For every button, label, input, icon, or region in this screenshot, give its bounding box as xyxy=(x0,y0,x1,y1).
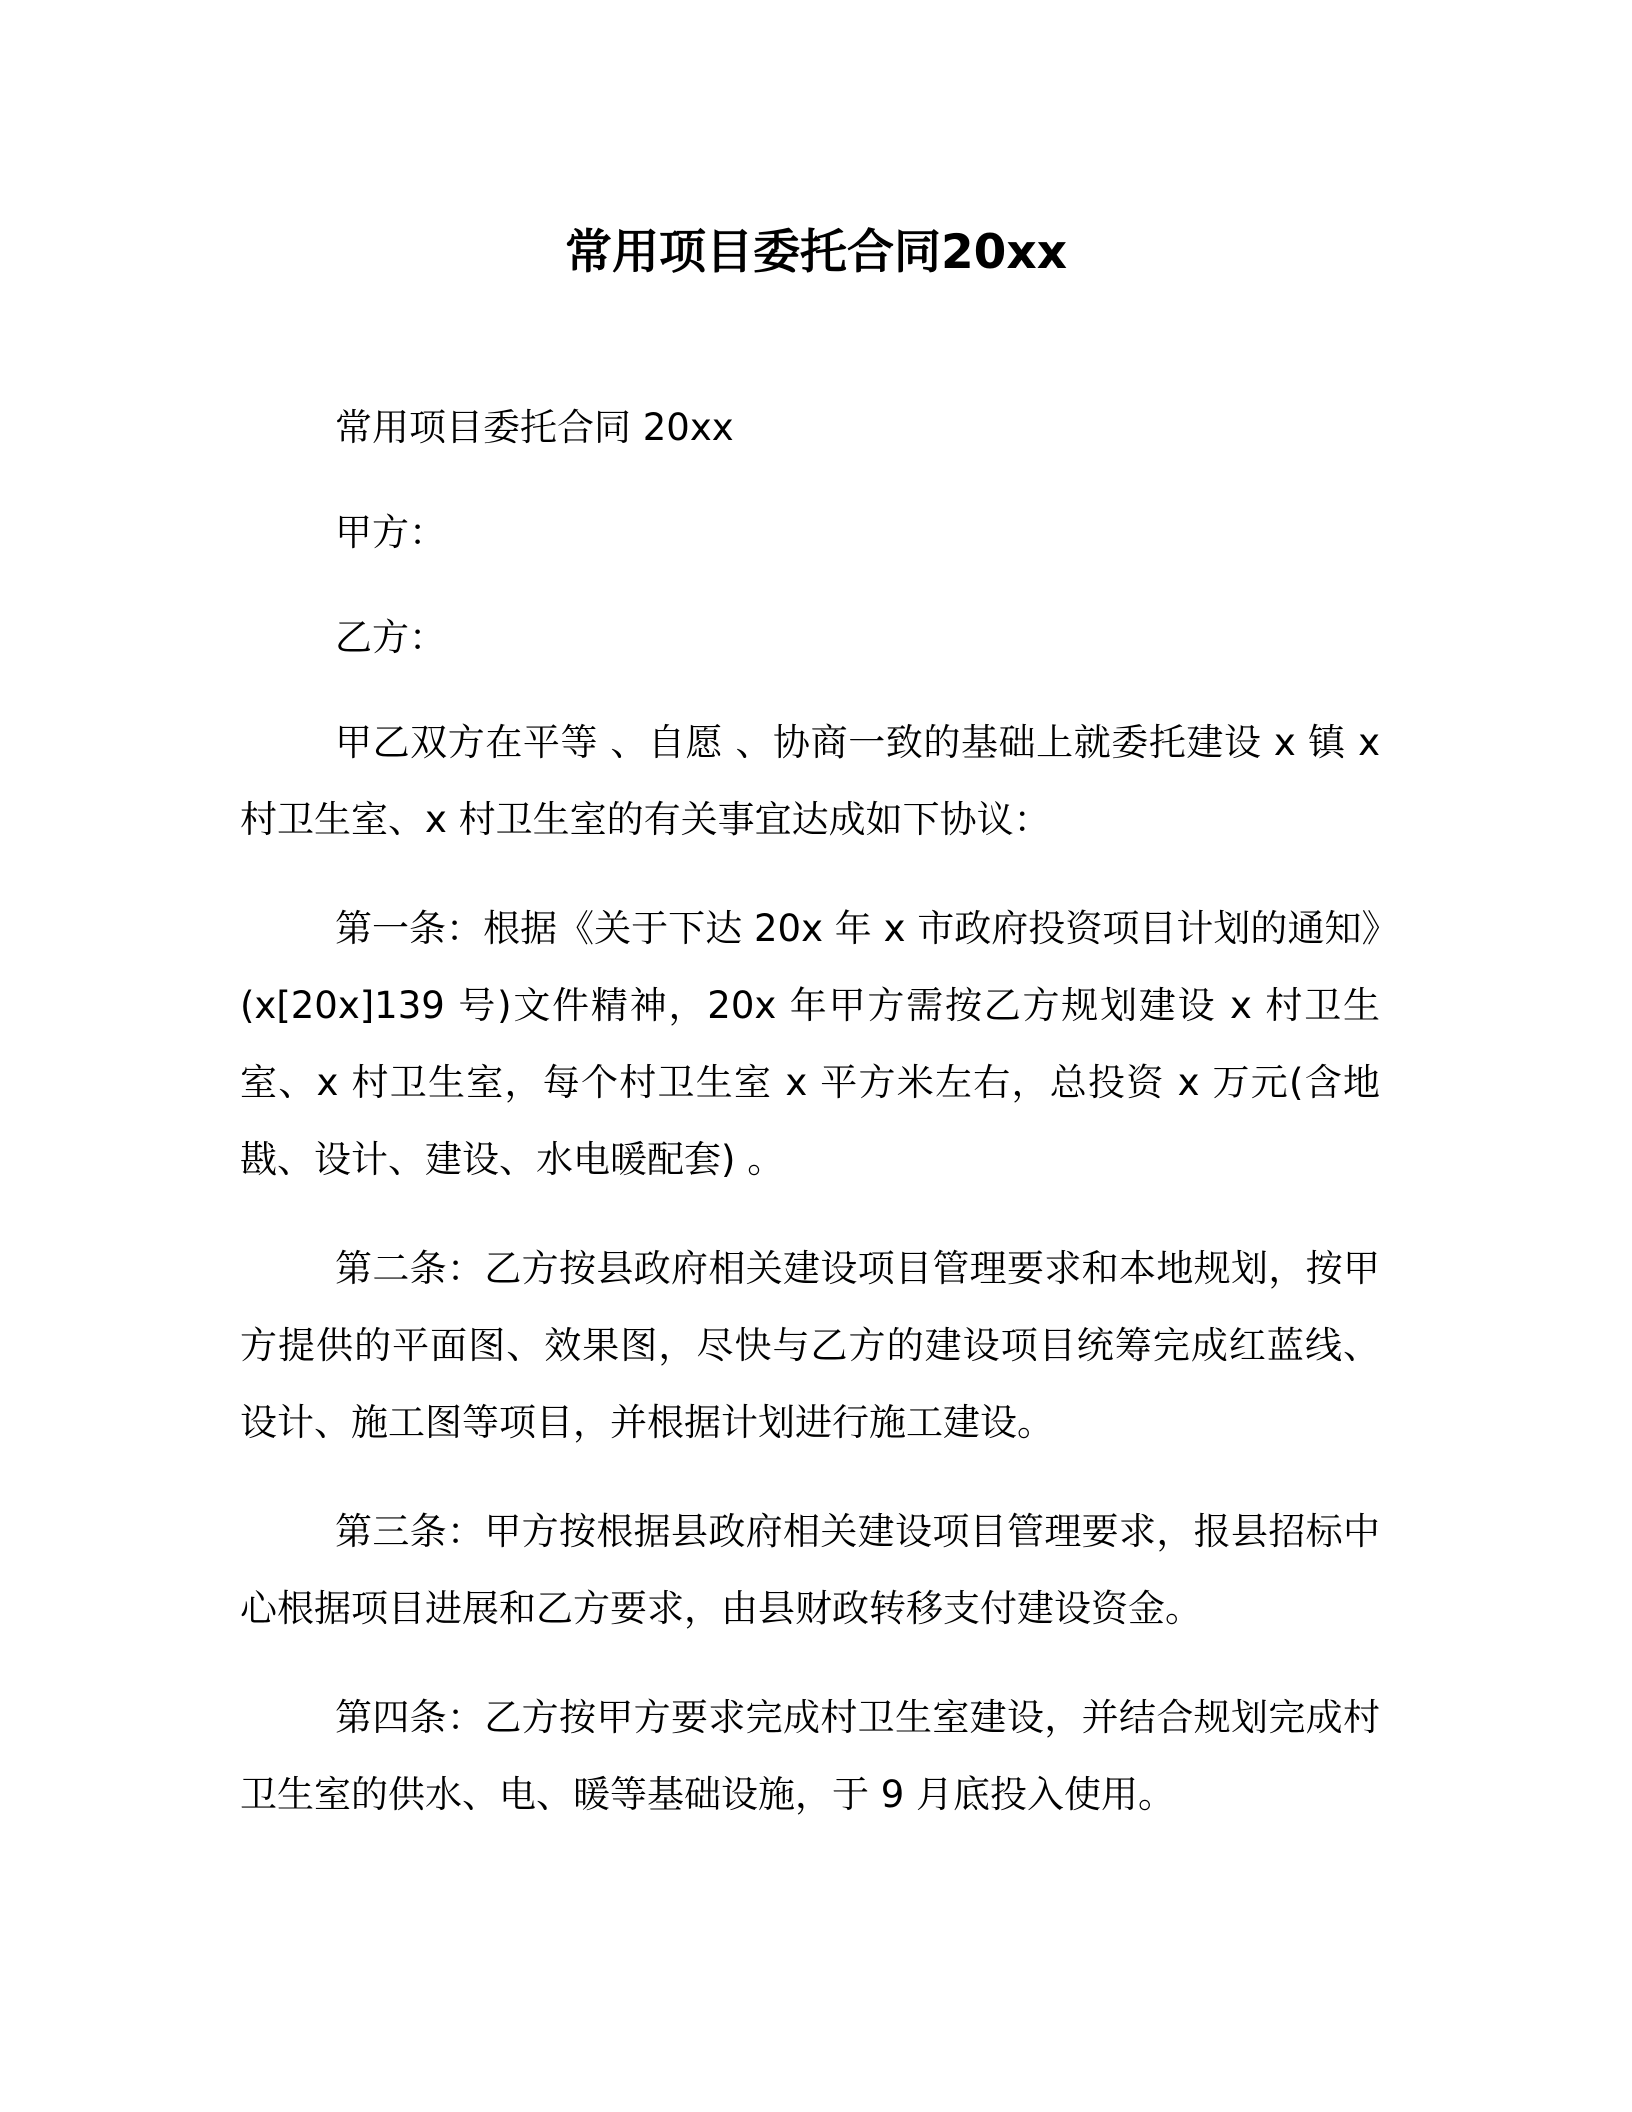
article-3-paragraph: 第三条：甲方按根据县政府相关建设项目管理要求，报县招标中心根据项目进展和乙方要求，由县财政转移支付建设资金。 xyxy=(240,1510,1380,1630)
party-a-line: 甲方： xyxy=(335,511,446,554)
preamble-paragraph: 甲乙双方在平等 、自愿 、协商一致的基础上就委托建设 x 镇 x 村卫生室、x 村卫生室的有关事宜达成如下协议： xyxy=(240,721,1380,841)
document-title: 常用项目委托合同20xx xyxy=(564,225,1068,280)
article-2-paragraph: 第二条：乙方按县政府相关建设项目管理要求和本地规划，按甲方提供的平面图、效果图，尽快与乙方的建设项目统筹完成红蓝线、设计、施工图等项目，并根据计划进行施工建设。 xyxy=(240,1247,1380,1444)
article-4-paragraph: 第四条：乙方按甲方要求完成村卫生室建设，并结合规划完成村卫生室的供水、电、暖等基础设施，于 9 月底投入使用。 xyxy=(240,1696,1380,1816)
article-1-paragraph: 第一条：根据《关于下达 20x 年 x 市政府投资项目计划的通知》(x[20x]139 号)文件精神，20x 年甲方需按乙方规划建设 x 村卫生室、x 村卫生室，每个村卫生室 x 平方米左右，总投资 x 万元(含地戡、设计、建设、水电暖配套) 。 xyxy=(240,907,1380,1181)
party-b-line: 乙方： xyxy=(335,616,446,659)
contract-subtitle: 常用项目委托合同 20xx xyxy=(335,406,734,449)
document-body xyxy=(240,389,1380,1865)
